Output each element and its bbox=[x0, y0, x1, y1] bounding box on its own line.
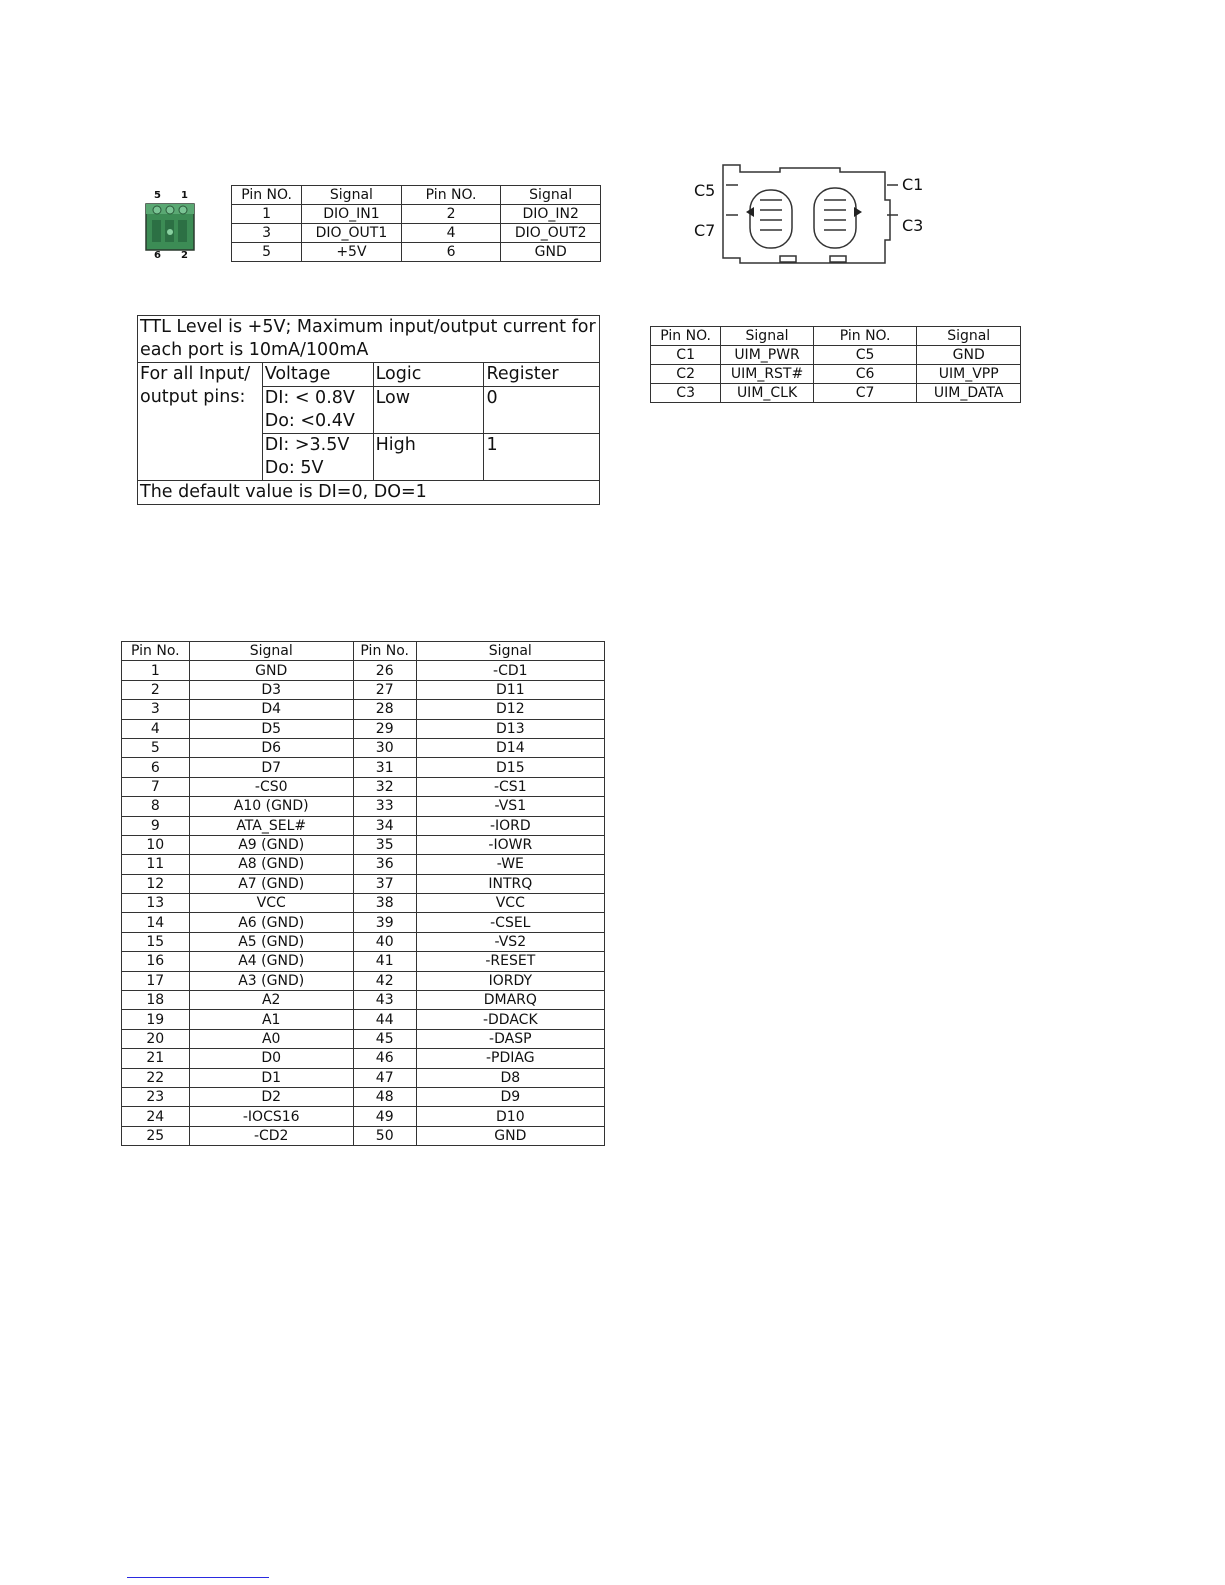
table-cell: 1 bbox=[232, 205, 302, 224]
table-cell: 19 bbox=[122, 1010, 190, 1029]
table-cell: INTRQ bbox=[416, 874, 604, 893]
table-cell: 30 bbox=[353, 738, 416, 757]
table-cell: 44 bbox=[353, 1010, 416, 1029]
table-cell: 29 bbox=[353, 719, 416, 738]
table-cell: A9 (GND) bbox=[189, 835, 353, 854]
voltage-cell bbox=[262, 434, 373, 481]
table-cell: 6 bbox=[122, 758, 190, 777]
header-cell: Signal bbox=[416, 642, 604, 661]
table-row bbox=[232, 243, 601, 262]
table-cell: 37 bbox=[353, 874, 416, 893]
voltage-cell bbox=[262, 387, 373, 434]
table-cell: 47 bbox=[353, 1068, 416, 1087]
table-cell: DIO_OUT1 bbox=[302, 224, 402, 243]
table-cell: D15 bbox=[416, 758, 604, 777]
header-cell: Pin No. bbox=[353, 642, 416, 661]
table-row bbox=[122, 932, 605, 951]
header-cell: Pin NO. bbox=[813, 327, 917, 346]
do-low: Do: <0.4V bbox=[264, 411, 355, 431]
table-cell: D14 bbox=[416, 738, 604, 757]
contact-label-c1: C1 bbox=[902, 175, 924, 194]
header-cell: Logic bbox=[373, 363, 484, 387]
table-cell: 16 bbox=[122, 952, 190, 971]
do-high: Do: 5V bbox=[264, 458, 324, 478]
header-cell: Signal bbox=[721, 327, 814, 346]
table-cell: 27 bbox=[353, 680, 416, 699]
table-cell: 3 bbox=[232, 224, 302, 243]
table-cell: 10 bbox=[122, 835, 190, 854]
table-cell: 26 bbox=[353, 661, 416, 680]
connector-label-2: 2 bbox=[181, 250, 188, 261]
table-cell: 23 bbox=[122, 1087, 190, 1106]
di-high: DI: >3.5V bbox=[264, 435, 350, 455]
ttl-footer: The default value is DI=0, DO=1 bbox=[138, 481, 600, 505]
dio-connector-image bbox=[140, 190, 210, 262]
table-cell: 38 bbox=[353, 894, 416, 913]
table-cell: UIM_CLK bbox=[721, 384, 814, 403]
table-cell: -CS1 bbox=[416, 777, 604, 796]
table-cell: A2 bbox=[189, 991, 353, 1010]
table-cell: A8 (GND) bbox=[189, 855, 353, 874]
table-cell: 34 bbox=[353, 816, 416, 835]
table-cell: 4 bbox=[401, 224, 501, 243]
table-cell: DIO_OUT2 bbox=[501, 224, 601, 243]
table-row bbox=[122, 835, 605, 854]
table-cell: 31 bbox=[353, 758, 416, 777]
table-cell: VCC bbox=[416, 894, 604, 913]
ttl-intro: TTL Level is +5V; Maximum input/output current for each port is 10mA/100mA bbox=[138, 316, 600, 363]
table-cell: 32 bbox=[353, 777, 416, 796]
table-row bbox=[651, 384, 1021, 403]
footnote-rule bbox=[127, 1577, 269, 1578]
header-cell: Signal bbox=[302, 186, 402, 205]
table-row bbox=[122, 1029, 605, 1048]
table-cell: 49 bbox=[353, 1107, 416, 1126]
table-row bbox=[122, 894, 605, 913]
table-row bbox=[122, 971, 605, 990]
table-cell: C5 bbox=[813, 346, 917, 365]
table-cell: D9 bbox=[416, 1087, 604, 1106]
table-cell: GND bbox=[189, 661, 353, 680]
table-cell: D2 bbox=[189, 1087, 353, 1106]
cf-pin-table bbox=[121, 641, 605, 1146]
table-cell: D8 bbox=[416, 1068, 604, 1087]
header-cell: Pin No. bbox=[122, 642, 190, 661]
table-row bbox=[122, 991, 605, 1010]
table-cell: 5 bbox=[122, 738, 190, 757]
table-row bbox=[122, 661, 605, 680]
table-row bbox=[138, 481, 600, 505]
table-cell: 12 bbox=[122, 874, 190, 893]
header-cell: Signal bbox=[501, 186, 601, 205]
table-row bbox=[122, 1107, 605, 1126]
table-cell: -IOWR bbox=[416, 835, 604, 854]
table-row bbox=[122, 777, 605, 796]
terminal-block-icon bbox=[140, 190, 210, 262]
table-cell: D6 bbox=[189, 738, 353, 757]
header-cell: Pin NO. bbox=[651, 327, 721, 346]
table-cell: D3 bbox=[189, 680, 353, 699]
table-row bbox=[122, 1049, 605, 1068]
table-cell: GND bbox=[416, 1126, 604, 1145]
table-cell: 41 bbox=[353, 952, 416, 971]
table-cell: -PDIAG bbox=[416, 1049, 604, 1068]
table-row bbox=[122, 700, 605, 719]
table-cell: C6 bbox=[813, 365, 917, 384]
table-cell: 2 bbox=[122, 680, 190, 699]
dio-pin-table bbox=[231, 185, 601, 262]
table-row bbox=[122, 1126, 605, 1145]
table-row bbox=[232, 205, 601, 224]
table-cell: C3 bbox=[651, 384, 721, 403]
ttl-row-label: For all Input/ output pins: bbox=[138, 363, 263, 481]
table-cell: UIM_RST# bbox=[721, 365, 814, 384]
table-cell: 18 bbox=[122, 991, 190, 1010]
table-cell: -CD1 bbox=[416, 661, 604, 680]
table-cell: -CD2 bbox=[189, 1126, 353, 1145]
table-cell: -IORD bbox=[416, 816, 604, 835]
header-cell: Pin NO. bbox=[232, 186, 302, 205]
header-cell: Voltage bbox=[262, 363, 373, 387]
table-row bbox=[138, 316, 600, 363]
table-cell: C2 bbox=[651, 365, 721, 384]
table-cell: 17 bbox=[122, 971, 190, 990]
table-cell: -WE bbox=[416, 855, 604, 874]
table-cell: D10 bbox=[416, 1107, 604, 1126]
table-row bbox=[122, 680, 605, 699]
table-cell: VCC bbox=[189, 894, 353, 913]
table-cell: 36 bbox=[353, 855, 416, 874]
table-cell: GND bbox=[501, 243, 601, 262]
table-cell: A4 (GND) bbox=[189, 952, 353, 971]
table-cell: D4 bbox=[189, 700, 353, 719]
table-cell: 40 bbox=[353, 932, 416, 951]
table-cell: -IOCS16 bbox=[189, 1107, 353, 1126]
header-cell: Pin NO. bbox=[401, 186, 501, 205]
table-cell: 11 bbox=[122, 855, 190, 874]
table-cell: DIO_IN1 bbox=[302, 205, 402, 224]
table-cell: D11 bbox=[416, 680, 604, 699]
table-cell: 14 bbox=[122, 913, 190, 932]
table-cell: 42 bbox=[353, 971, 416, 990]
table-cell: C1 bbox=[651, 346, 721, 365]
table-row bbox=[122, 758, 605, 777]
connector-label-1: 1 bbox=[181, 190, 188, 201]
table-cell: 50 bbox=[353, 1126, 416, 1145]
table-cell: D12 bbox=[416, 700, 604, 719]
connector-label-6: 6 bbox=[154, 250, 161, 261]
table-header-row bbox=[122, 642, 605, 661]
sim-holder-diagram bbox=[690, 160, 940, 270]
table-row bbox=[122, 797, 605, 816]
table-row bbox=[122, 913, 605, 932]
table-cell: +5V bbox=[302, 243, 402, 262]
register-cell: 1 bbox=[484, 434, 600, 481]
table-cell: -VS1 bbox=[416, 797, 604, 816]
table-row bbox=[651, 365, 1021, 384]
table-cell: A5 (GND) bbox=[189, 932, 353, 951]
contact-label-c3: C3 bbox=[902, 216, 924, 235]
table-cell: 39 bbox=[353, 913, 416, 932]
table-header-row bbox=[232, 186, 601, 205]
table-cell: UIM_VPP bbox=[917, 365, 1021, 384]
table-row bbox=[122, 816, 605, 835]
table-cell: 13 bbox=[122, 894, 190, 913]
register-cell: 0 bbox=[484, 387, 600, 434]
table-cell: 2 bbox=[401, 205, 501, 224]
table-cell: 48 bbox=[353, 1087, 416, 1106]
table-cell: -DASP bbox=[416, 1029, 604, 1048]
table-row bbox=[122, 738, 605, 757]
table-cell: D13 bbox=[416, 719, 604, 738]
table-row bbox=[122, 719, 605, 738]
contact-label-c5: C5 bbox=[694, 181, 716, 200]
table-cell: 22 bbox=[122, 1068, 190, 1087]
di-low: DI: < 0.8V bbox=[264, 388, 355, 408]
table-cell: UIM_PWR bbox=[721, 346, 814, 365]
table-cell: GND bbox=[917, 346, 1021, 365]
table-row bbox=[122, 855, 605, 874]
contact-label-c7: C7 bbox=[694, 221, 716, 240]
table-cell: 28 bbox=[353, 700, 416, 719]
table-cell: IORDY bbox=[416, 971, 604, 990]
table-cell: 33 bbox=[353, 797, 416, 816]
table-cell: D7 bbox=[189, 758, 353, 777]
table-cell: A0 bbox=[189, 1029, 353, 1048]
logic-cell: High bbox=[373, 434, 484, 481]
table-cell: 46 bbox=[353, 1049, 416, 1068]
table-cell: 4 bbox=[122, 719, 190, 738]
table-cell: A1 bbox=[189, 1010, 353, 1029]
table-row bbox=[122, 952, 605, 971]
ttl-spec-table bbox=[137, 315, 600, 505]
table-cell: 21 bbox=[122, 1049, 190, 1068]
table-cell: 3 bbox=[122, 700, 190, 719]
table-cell: 43 bbox=[353, 991, 416, 1010]
table-cell: 7 bbox=[122, 777, 190, 796]
table-row bbox=[232, 224, 601, 243]
table-cell: 35 bbox=[353, 835, 416, 854]
table-cell: UIM_DATA bbox=[917, 384, 1021, 403]
table-cell: 25 bbox=[122, 1126, 190, 1145]
table-cell: D1 bbox=[189, 1068, 353, 1087]
table-cell: A3 (GND) bbox=[189, 971, 353, 990]
table-cell: 1 bbox=[122, 661, 190, 680]
table-cell: -RESET bbox=[416, 952, 604, 971]
table-cell: A10 (GND) bbox=[189, 797, 353, 816]
table-row bbox=[138, 363, 600, 387]
table-cell: 45 bbox=[353, 1029, 416, 1048]
table-row bbox=[122, 874, 605, 893]
table-cell: 20 bbox=[122, 1029, 190, 1048]
table-cell: ATA_SEL# bbox=[189, 816, 353, 835]
table-cell: 8 bbox=[122, 797, 190, 816]
table-cell: 9 bbox=[122, 816, 190, 835]
connector-label-5: 5 bbox=[154, 190, 161, 201]
table-cell: A7 (GND) bbox=[189, 874, 353, 893]
table-row bbox=[122, 1068, 605, 1087]
table-cell: D0 bbox=[189, 1049, 353, 1068]
header-cell: Signal bbox=[189, 642, 353, 661]
table-cell: 5 bbox=[232, 243, 302, 262]
table-cell: -CSEL bbox=[416, 913, 604, 932]
table-cell: D5 bbox=[189, 719, 353, 738]
logic-cell: Low bbox=[373, 387, 484, 434]
table-cell: 6 bbox=[401, 243, 501, 262]
table-row bbox=[122, 1087, 605, 1106]
table-cell: -DDACK bbox=[416, 1010, 604, 1029]
table-cell: 15 bbox=[122, 932, 190, 951]
header-cell: Signal bbox=[917, 327, 1021, 346]
table-row bbox=[122, 1010, 605, 1029]
table-cell: DMARQ bbox=[416, 991, 604, 1010]
table-cell: -VS2 bbox=[416, 932, 604, 951]
header-cell: Register bbox=[484, 363, 600, 387]
sim-pin-table bbox=[650, 326, 1021, 403]
table-cell: -CS0 bbox=[189, 777, 353, 796]
table-row bbox=[651, 346, 1021, 365]
table-header-row bbox=[651, 327, 1021, 346]
table-cell: 24 bbox=[122, 1107, 190, 1126]
table-cell: A6 (GND) bbox=[189, 913, 353, 932]
table-cell: DIO_IN2 bbox=[501, 205, 601, 224]
table-cell: C7 bbox=[813, 384, 917, 403]
